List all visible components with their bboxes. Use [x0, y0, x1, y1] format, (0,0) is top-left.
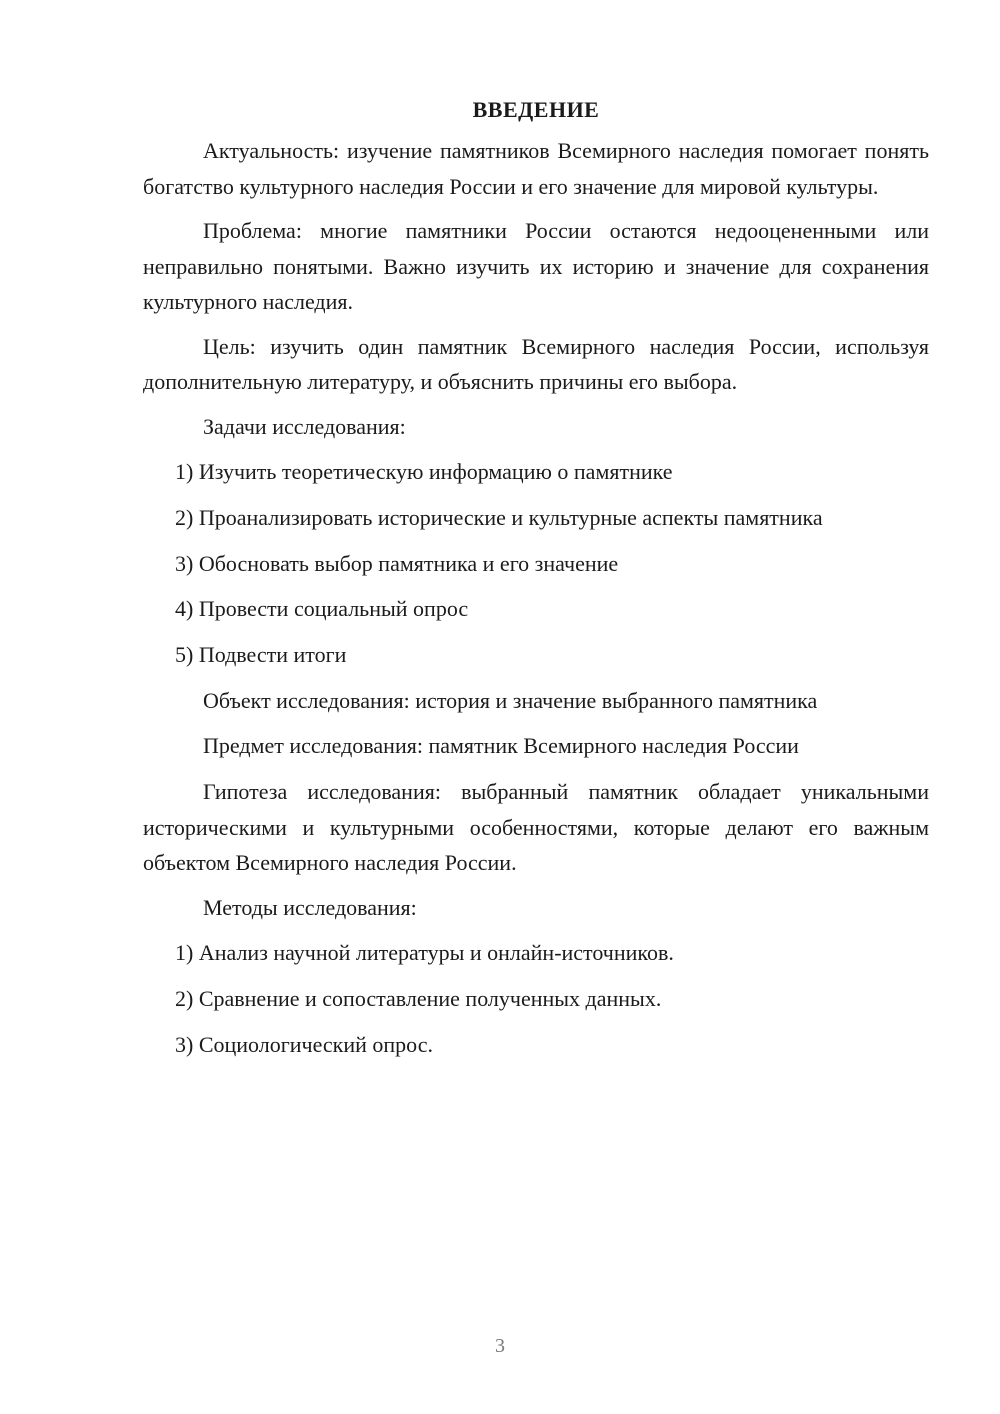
tasks-heading: Задачи исследования: — [203, 413, 406, 439]
list-item: 5) Подвести итоги — [175, 641, 347, 667]
methods-list — [143, 935, 929, 1062]
list-item: 2) Сравнение и сопоставление полученных данных. — [175, 985, 662, 1011]
tasks-list — [143, 454, 929, 673]
list-item: 4) Провести социальный опрос — [175, 596, 469, 622]
document-page — [143, 92, 929, 1072]
research-subject: Предмет исследования: памятник Всемирного наследия России — [203, 733, 799, 759]
section-title: ВВЕДЕНИЕ — [472, 97, 600, 122]
research-object: Объект исследования: история и значение выбранного памятника — [203, 687, 818, 713]
methods-heading: Методы исследования: — [203, 894, 417, 920]
list-item: 1) Анализ научной литературы и онлайн-источников. — [175, 940, 674, 966]
goal-paragraph: Цель: изучить один памятник Всемирного наследия России, используя дополнительную литературу, и объяснить причины его выбора. — [143, 333, 929, 394]
list-item: 1) Изучить теоретическую информацию о памятнике — [175, 459, 673, 485]
list-item: 3) Социологический опрос. — [175, 1031, 433, 1057]
problem-paragraph: Проблема: многие памятники России остаются недооцененными или неправильно понятыми. Важно изучить их историю и значение для сохранения культурного наследия. — [143, 218, 929, 314]
list-item: 3) Обосновать выбор памятника и его значение — [175, 550, 619, 576]
list-item: 2) Проанализировать исторические и культурные аспекты памятника — [175, 504, 823, 530]
page-number: 3 — [495, 1335, 505, 1357]
hypothesis-paragraph: Гипотеза исследования: выбранный памятник обладает уникальными историческими и культурными особенностями, которые делают его важным объектом Всемирного наследия России. — [143, 779, 929, 875]
relevance-paragraph: Актуальность: изучение памятников Всемирного наследия помогает понять богатство культурного наследия России и его значение для мировой культуры. — [143, 138, 929, 199]
